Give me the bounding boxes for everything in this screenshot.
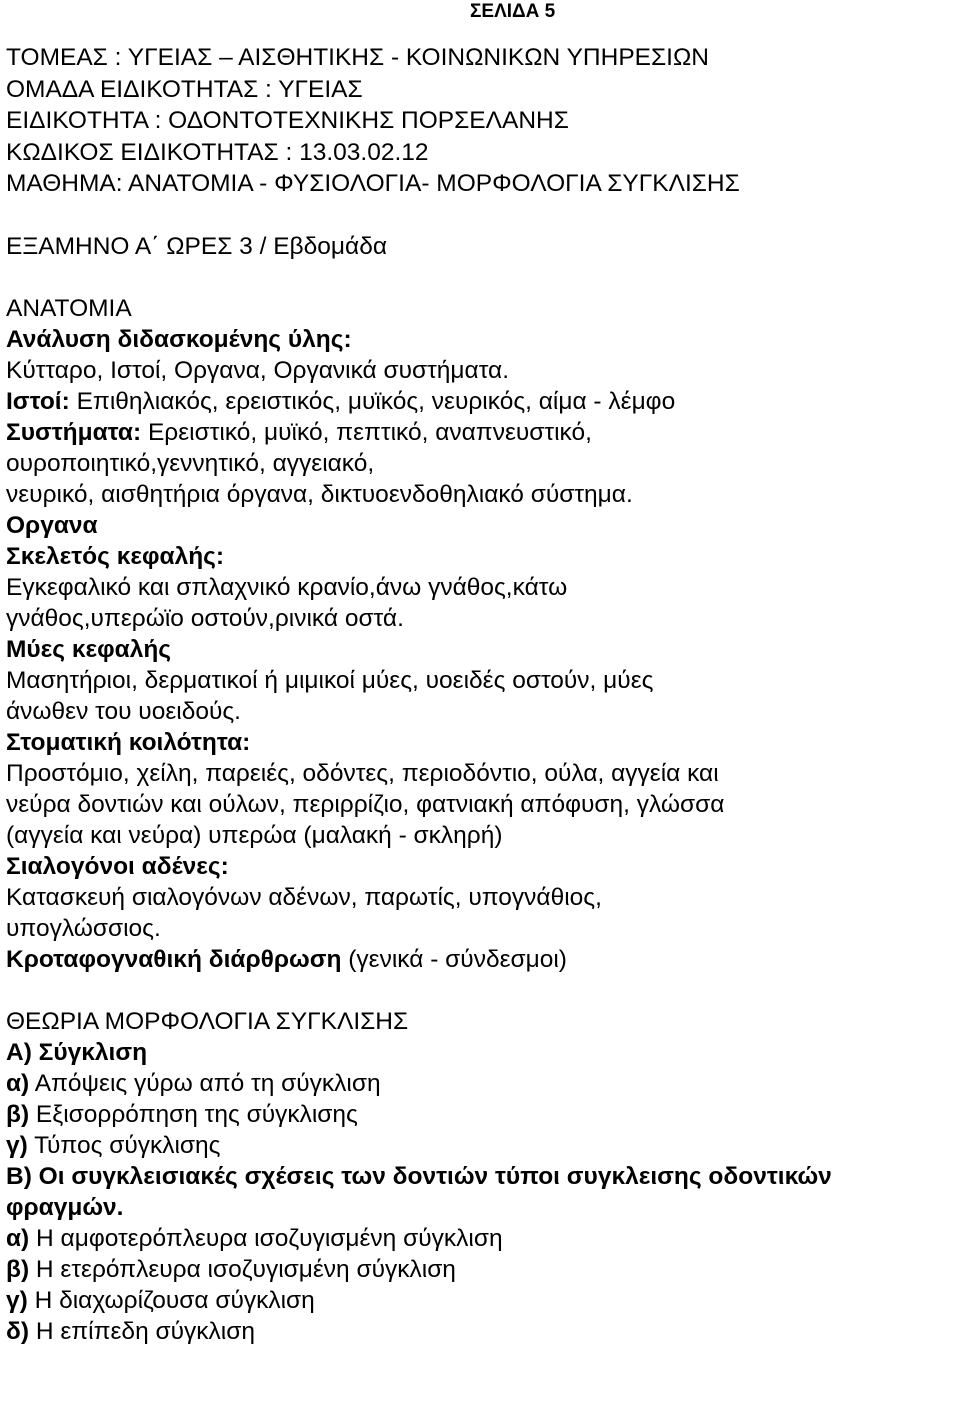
muscles-line-1: Μασητήριοι, δερματικοί ή μιμικοί μύες, υοειδές οστούν, μύες [6,666,654,694]
specialty-line: ΕΙΔΙΚΟΤΗΤΑ : ΟΔΟΝΤΟΤΕΧΝΙΚΗΣ ΠΟΡΣΕΛΑΝΗΣ [6,107,569,134]
list-marker: β) [6,1255,30,1283]
list-item [6,1316,960,1347]
muscles-line-2: άνωθεν του υοειδούς. [6,697,241,725]
tissues-label: Ιστοί: [6,387,70,415]
list-item [6,1130,960,1161]
list-item-text: Εξισορρόπηση της σύγκλισης [29,1100,358,1128]
oral-cavity-line-1: Προστόμιο, χείλη, παρειές, οδόντες, περιοδόντιο, ούλα, αγγεία και [6,759,719,787]
systems-line-3: νευρικό, αισθητήρια όργανα, δικτυοενδοθηλιακό σύστημα. [6,480,633,508]
list-item-text: Απόψεις γύρω από τη σύγκλιση [29,1069,381,1097]
skull-line-2: γνάθος,υπερώϊο οστούν,ρινικά οστά. [6,604,404,632]
list-marker: α) [6,1224,30,1252]
tmj-text: (γενικά - σύνδεσμοι) [341,945,567,973]
salivary-glands-line-2: υπογλώσσιος. [6,914,161,942]
salivary-glands-line-1: Κατασκευή σιαλογόνων αδένων, παρωτίς, υπογνάθιος, [6,883,602,911]
analysis-text: Κύτταρο, Ιστοί, Οργανα, Οργανικά συστήματα. [6,356,510,384]
systems-label: Συστήματα: [6,418,142,446]
theory-title: ΘΕΩΡΙΑ ΜΟΡΦΟΛΟΓΙΑ ΣΥΓΚΛΙΣΗΣ [6,1007,409,1035]
analysis-heading: Ανάλυση διδασκομένης ύλης: [6,325,352,353]
skull-heading: Σκελετός κεφαλής: [6,542,225,570]
skull-line-1: Εγκεφαλικό και σπλαχνικό κρανίο,άνω γνάθος,κάτω [6,573,568,601]
code-line: ΚΩΔΙΚΟΣ ΕΙΔΙΚΟΤΗΤΑΣ : 13.03.02.12 [6,138,429,166]
group-line: ΟΜΑΔΑ ΕΙΔΙΚΟΤΗΤΑΣ : ΥΓΕΙΑΣ [6,75,363,103]
organs-heading: Οργανα [6,511,98,539]
list-item-text: Η διαχωρίζουσα σύγκλιση [27,1286,315,1314]
list-item-text: Η ετερόπλευρα ισοζυγισμένη σύγκλιση [29,1255,456,1283]
tissues-text: Επιθηλιακός, ερειστικός, μυϊκός, νευρικός, αίμα - λέμφο [69,387,676,415]
list-marker: γ) [6,1286,28,1314]
document-body [6,42,960,1347]
list-item [6,1099,960,1130]
section-b-heading-line-2: φραγμών. [6,1193,124,1221]
systems-text: Ερειστικό, μυϊκό, πεπτικό, αναπνευστικό, [141,418,592,446]
anatomy-title: ΑΝΑΤΟΜΙΑ [6,294,132,322]
occlusion-theory-section [6,1006,960,1347]
section-b-heading-line-1: Β) Οι συγκλεισιακές σχέσεις των δοντιών τύποι συγκλεισης οδοντικών [6,1162,832,1190]
oral-cavity-line-2: νεύρα δοντιών και ούλων, περιρρίζιο, φατνιακή απόφυση, γλώσσα [6,790,725,818]
list-marker: β) [6,1100,30,1128]
systems-line-1 [6,417,960,448]
oral-cavity-heading: Στοματική κοιλότητα: [6,728,251,756]
muscles-heading: Μύες κεφαλής [6,635,172,663]
list-item-text: Η αμφοτερόπλευρα ισοζυγισμένη σύγκλιση [29,1224,503,1252]
document-header [6,42,960,200]
oral-cavity-line-3: (αγγεία και νεύρα) υπερώα (μαλακή - σκληρή) [6,821,503,849]
list-item [6,1068,960,1099]
anatomy-section [6,293,960,975]
list-item [6,1254,960,1285]
tmj-line [6,944,960,975]
list-item-text: Τύπος σύγκλισης [27,1131,221,1159]
list-marker: γ) [6,1131,28,1159]
sector-line: ΤΟΜΕΑΣ : ΥΓΕΙΑΣ – ΑΙΣΘΗΤΙΚΗΣ - ΚΟΙΝΩΝΙΚΩΝ ΥΠΗΡΕΣΙΩΝ [6,44,709,71]
systems-line-2: ουροποιητικό,γεννητικό, αγγειακό, [6,449,375,477]
list-marker: δ) [6,1317,30,1345]
salivary-glands-heading: Σιαλογόνοι αδένες: [6,852,229,880]
course-line: ΜΑΘΗΜΑ: ΑΝΑΤΟΜΙΑ - ΦΥΣΙΟΛΟΓΙΑ- ΜΟΡΦΟΛΟΓΙΑ ΣΥΓΚΛΙΣΗΣ [6,170,740,197]
semester-line: ΕΞΑΜΗΝΟ Α΄ ΩΡΕΣ 3 / Εβδομάδα [6,232,387,260]
list-item [6,1223,960,1254]
list-item-text: Η επίπεδη σύγκλιση [29,1317,255,1345]
tmj-label: Κροταφογναθική διάρθρωση [6,945,342,973]
list-marker: α) [6,1069,30,1097]
page-number: ΣΕΛΙΔΑ 5 [470,1,556,22]
section-a-heading: Α) Σύγκλιση [6,1038,148,1066]
tissues-line [6,386,960,417]
list-item [6,1285,960,1316]
